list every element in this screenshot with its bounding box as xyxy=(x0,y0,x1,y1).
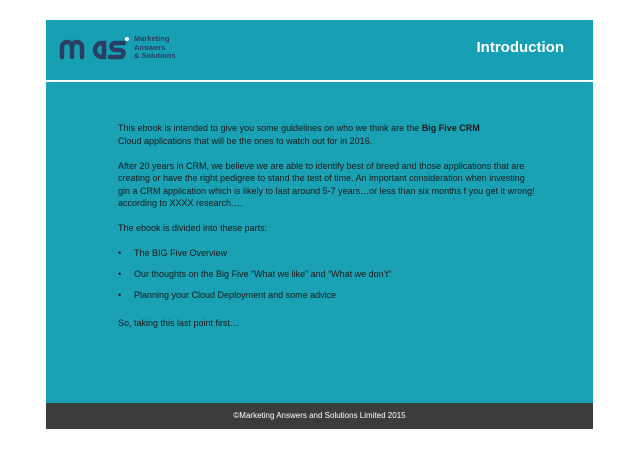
slide xyxy=(46,20,593,429)
intro-paragraph xyxy=(118,122,538,147)
closing-paragraph: So, taking this last point first… xyxy=(118,317,240,328)
parts-intro-paragraph: The ebook is divided into these parts: xyxy=(118,223,268,233)
copyright-text: ©Marketing Answers and Solutions Limited 2015 xyxy=(233,411,406,420)
list-item-text: Our thoughts on the Big Five “What we like” and “What we don’t” xyxy=(134,269,392,279)
intro-text: This ebook is intended to give you some guidelines on who we think are the xyxy=(118,123,422,133)
body-content xyxy=(118,122,538,342)
logo-line-3: & Solutions xyxy=(134,51,176,60)
intro-bold-text: Big Five CRM xyxy=(421,123,480,133)
logo-line-2: Answers xyxy=(134,42,166,52)
page-title: Introduction xyxy=(476,39,564,56)
logo-line-1: Marketing xyxy=(134,34,170,43)
bullet-icon: • xyxy=(118,248,122,258)
logo-text xyxy=(134,35,176,61)
bullet-icon: • xyxy=(118,269,122,279)
logo-dot xyxy=(125,37,129,41)
list-item xyxy=(118,247,538,260)
bullet-icon: • xyxy=(118,290,122,300)
experience-paragraph: After 20 years in CRM, we believe we are able to identify best of breed and those applications that are creating or have the right pedigree to stand the test of time. An important consideration when investing gin a CRM application which is likely to last around 5-7 years…or less than six months f you get it wrong! according to XXXX research…. xyxy=(118,160,535,208)
list-item xyxy=(118,289,538,302)
list-item-text: The BIG Five Overview xyxy=(134,248,228,258)
logo-mark-icon xyxy=(58,35,130,61)
parts-list xyxy=(118,247,538,302)
company-logo xyxy=(58,33,193,65)
intro-text-cont: Cloud applications that will be the ones to watch out for in 2016. xyxy=(118,135,373,146)
header-bar xyxy=(46,20,593,82)
list-item xyxy=(118,268,538,281)
list-item-text: Planning your Cloud Deployment and some advice xyxy=(134,290,337,300)
footer xyxy=(46,403,593,429)
